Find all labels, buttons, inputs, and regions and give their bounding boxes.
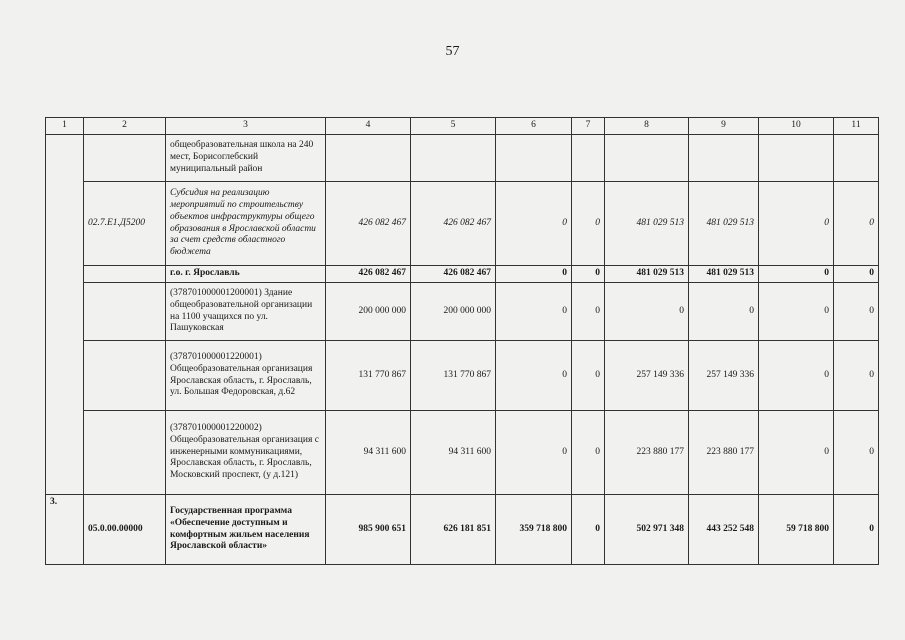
value-cell <box>326 135 411 182</box>
code-cell <box>84 283 166 341</box>
value-cell: 131 770 867 <box>411 341 496 411</box>
col-header: 7 <box>572 118 605 135</box>
value-cell: 0 <box>572 283 605 341</box>
value-cell: 0 <box>572 495 605 565</box>
value-cell <box>572 135 605 182</box>
code-cell: 05.0.00.00000 <box>84 495 166 565</box>
value-cell: 94 311 600 <box>411 411 496 495</box>
table-row <box>46 135 879 182</box>
col-header: 6 <box>496 118 572 135</box>
value-cell: 481 029 513 <box>605 266 689 283</box>
value-cell: 502 971 348 <box>605 495 689 565</box>
code-cell <box>84 266 166 283</box>
description-cell: (378701000001200001) Здание общеобразовательной организации на 1100 учащихся по ул. Пашуковская <box>166 283 326 341</box>
value-cell: 257 149 336 <box>689 341 759 411</box>
value-cell: 131 770 867 <box>326 341 411 411</box>
value-cell: 59 718 800 <box>759 495 834 565</box>
value-cell <box>605 135 689 182</box>
code-cell <box>84 135 166 182</box>
col-header: 11 <box>834 118 879 135</box>
value-cell: 0 <box>496 411 572 495</box>
col-header: 9 <box>689 118 759 135</box>
value-cell <box>759 135 834 182</box>
value-cell <box>834 135 879 182</box>
value-cell: 0 <box>834 495 879 565</box>
description-cell: Субсидия на реализацию мероприятий по строительству объектов инфраструктуры общего образования в Ярославской области за счет средств областного бюджета <box>166 182 326 266</box>
row-number-cell: 3. <box>46 495 84 565</box>
value-cell: 426 082 467 <box>326 266 411 283</box>
value-cell: 443 252 548 <box>689 495 759 565</box>
value-cell <box>689 135 759 182</box>
description-cell: Государственная программа «Обеспечение доступным и комфортным жильем населения Ярославской области» <box>166 495 326 565</box>
table-row <box>46 283 879 341</box>
value-cell: 481 029 513 <box>689 266 759 283</box>
value-cell: 0 <box>759 411 834 495</box>
value-cell: 0 <box>496 266 572 283</box>
value-cell: 481 029 513 <box>689 182 759 266</box>
value-cell: 359 718 800 <box>496 495 572 565</box>
value-cell: 257 149 336 <box>605 341 689 411</box>
value-cell: 426 082 467 <box>411 266 496 283</box>
value-cell: 0 <box>759 341 834 411</box>
table-row <box>46 182 879 266</box>
value-cell: 0 <box>496 341 572 411</box>
code-cell <box>84 341 166 411</box>
value-cell: 0 <box>572 182 605 266</box>
value-cell: 0 <box>496 283 572 341</box>
description-cell: (378701000001220001) Общеобразовательная организация Ярославская область, г. Ярославль, ул. Большая Федоровская, д.62 <box>166 341 326 411</box>
table-row <box>46 266 879 283</box>
table-row <box>46 341 879 411</box>
table-row <box>46 411 879 495</box>
value-cell: 426 082 467 <box>326 182 411 266</box>
value-cell: 0 <box>572 266 605 283</box>
description-cell: (378701000001220002) Общеобразовательная организация с инженерными коммуникациями, Ярославская область, г. Ярославль, Московский проспект, (у д.121) <box>166 411 326 495</box>
value-cell: 0 <box>689 283 759 341</box>
value-cell: 426 082 467 <box>411 182 496 266</box>
code-cell: 02.7.Е1.Д5200 <box>84 182 166 266</box>
code-cell <box>84 411 166 495</box>
value-cell: 0 <box>572 411 605 495</box>
value-cell: 0 <box>496 182 572 266</box>
value-cell <box>496 135 572 182</box>
col-header: 4 <box>326 118 411 135</box>
col-header: 2 <box>84 118 166 135</box>
value-cell: 626 181 851 <box>411 495 496 565</box>
value-cell: 0 <box>605 283 689 341</box>
value-cell: 200 000 000 <box>411 283 496 341</box>
value-cell: 481 029 513 <box>605 182 689 266</box>
value-cell: 223 880 177 <box>689 411 759 495</box>
col-header: 3 <box>166 118 326 135</box>
description-cell: общеобразовательная школа на 240 мест, Борисоглебский муниципальный район <box>166 135 326 182</box>
col-header: 10 <box>759 118 834 135</box>
page-number: 57 <box>445 44 460 59</box>
col-header: 5 <box>411 118 496 135</box>
table-row <box>46 495 879 565</box>
value-cell: 0 <box>759 283 834 341</box>
header-row <box>46 118 879 135</box>
value-cell: 223 880 177 <box>605 411 689 495</box>
value-cell: 985 900 651 <box>326 495 411 565</box>
col-header: 1 <box>46 118 84 135</box>
value-cell: 0 <box>759 182 834 266</box>
value-cell: 0 <box>572 341 605 411</box>
value-cell: 0 <box>834 266 879 283</box>
value-cell: 0 <box>834 182 879 266</box>
value-cell: 0 <box>834 283 879 341</box>
col-header: 8 <box>605 118 689 135</box>
value-cell: 0 <box>834 341 879 411</box>
value-cell <box>411 135 496 182</box>
value-cell: 94 311 600 <box>326 411 411 495</box>
description-cell: г.о. г. Ярославль <box>166 266 326 283</box>
row-number-cell <box>46 135 84 495</box>
value-cell: 0 <box>834 411 879 495</box>
budget-table <box>45 117 879 565</box>
value-cell: 0 <box>759 266 834 283</box>
value-cell: 200 000 000 <box>326 283 411 341</box>
